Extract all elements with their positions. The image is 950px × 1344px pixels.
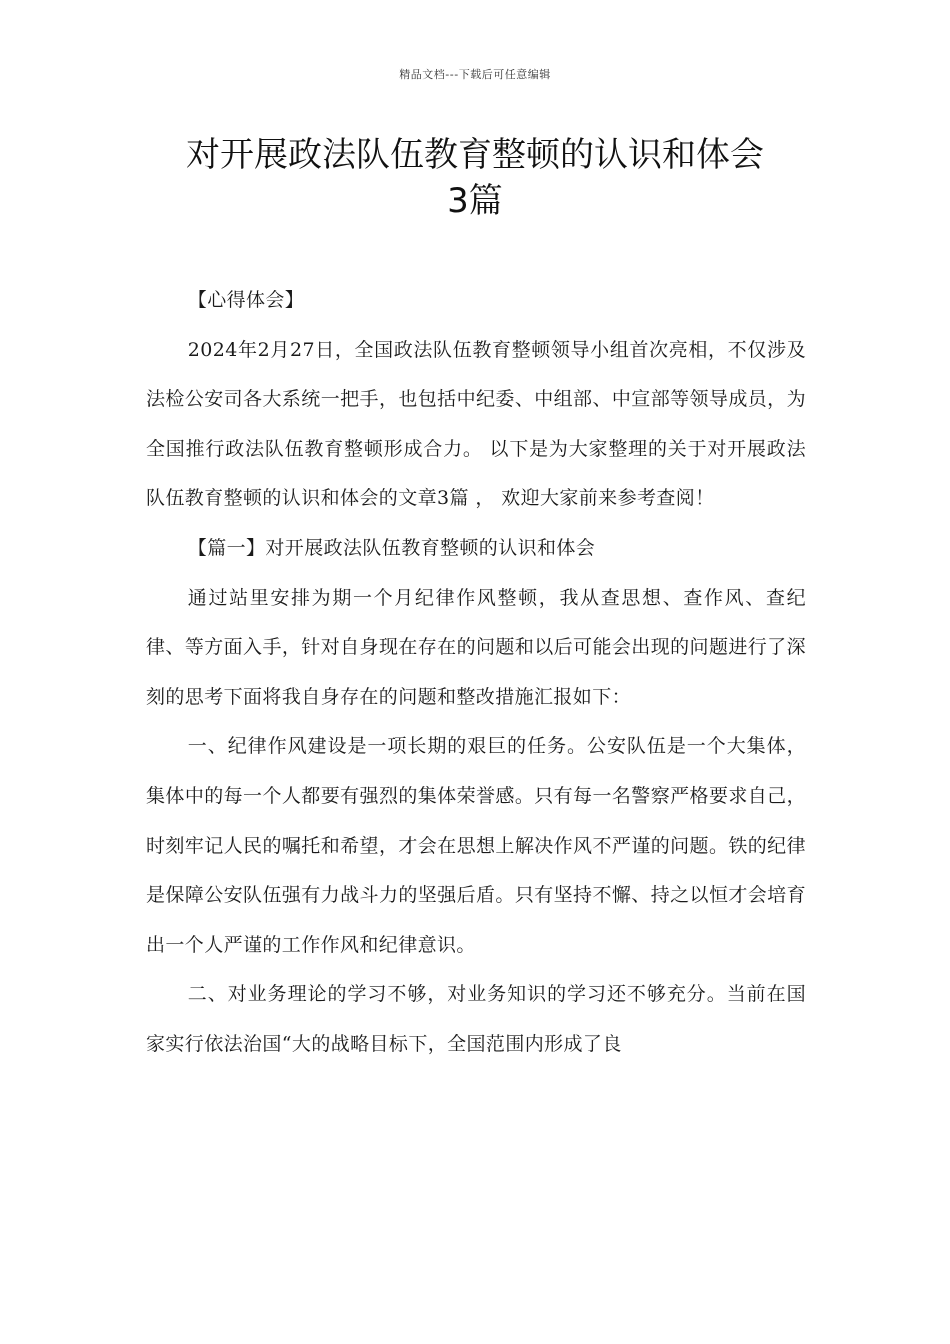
body-paragraph: 二、对业务理论的学习不够，对业务知识的学习还不够充分。当前在国家实行依法治国“大的战略目标下，全国范围内形成了良 <box>146 983 806 1055</box>
document-title <box>110 132 840 224</box>
document-body <box>146 276 806 1070</box>
title-line-1: 对开展政法队伍教育整顿的认识和体会 <box>186 135 764 175</box>
body-paragraph: 通过站里安排为期一个月纪律作风整顿，我从查思想、查作风、查纪律、等方面入手，针对自身现在存在的问题和以后可能会出现的问题进行了深刻的思考下面将我自身存在的问题和整改措施汇报如下： <box>146 586 806 708</box>
chapter-heading-paragraph: 【篇一】对开展政法队伍教育整顿的认识和体会 <box>187 536 596 559</box>
header-note: 精品文档---下载后可任意编辑 <box>399 68 551 81</box>
body-paragraph: 一、纪律作风建设是一项长期的艰巨的任务。公安队伍是一个大集体，集体中的每一个人都要有强烈的集体荣誉感。只有每一名警察严格要求自己，时刻牢记人民的嘱托和希望，才会在思想上解决作风不严谨的问题。铁的纪律是保障公安队伍强有力战斗力的坚强后盾。只有坚持不懈、持之以恒才会培育出一个人严谨的工作作风和纪律意识。 <box>146 735 806 956</box>
section-label-paragraph: 【心得体会】 <box>187 289 305 311</box>
title-line-2: 3篇 <box>447 181 503 221</box>
intro-paragraph: 2024年2月27日，全国政法队伍教育整顿领导小组首次亮相，不仅涉及法检公安司各大系统一把手，也包括中纪委、中组部、中宣部等领导成员，为全国推行政法队伍教育整顿形成合力。 以下是为大家整理的关于对开展政法队伍教育整顿的认识和体会的文章3篇 ， 欢迎大家前来参考查阅！ <box>146 338 806 510</box>
